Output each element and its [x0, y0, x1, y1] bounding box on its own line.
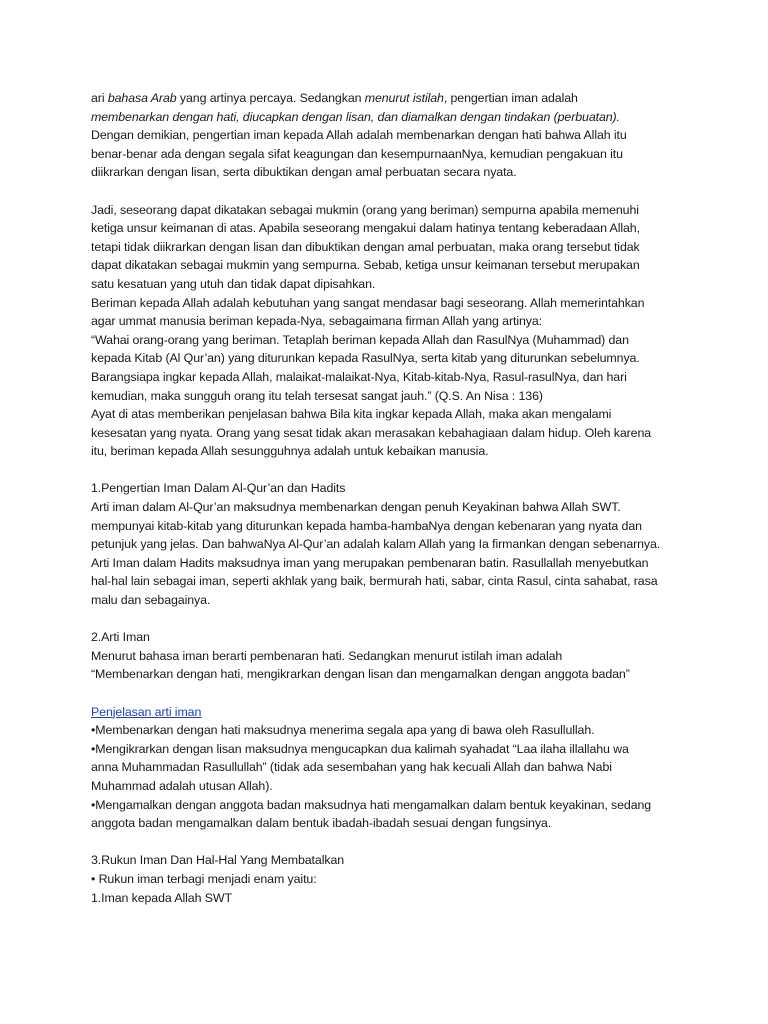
section-heading: 2.Arti Iman [91, 630, 150, 645]
bullet-line: anggota badan mengamalkan dalam bentuk ibadah-ibadah sesuai dengan fungsinya. [91, 816, 552, 831]
body-line: mempunyai kitab-kitab yang diturunkan kepada hamba-hambaNya dengan kebenaran yang nyata dan [91, 518, 642, 533]
bullet-line: •Membenarkan dengan hati maksudnya menerima segala apa yang di bawa oleh Rasullullah. [91, 723, 595, 738]
text-run: , pengertian iman adalah [443, 91, 578, 105]
bullet-line: Muhammad adalah utusan Allah). [91, 778, 273, 793]
body-line: Beriman kepada Allah adalah kebutuhan yang sangat mendasar bagi seseorang. Allah memerintahkan [91, 295, 645, 310]
intro-line: diikrarkan dengan lisan, serta dibuktikan dengan amal perbuatan secara nyata. [91, 165, 517, 180]
body-line: ketiga unsur keimanan di atas. Apabila seseorang mengakui dalam hatinya tentang keberadaan Allah, [91, 221, 640, 236]
text-run: yang artinya percaya. Sedangkan [176, 91, 365, 105]
intro-line-1 [91, 89, 708, 108]
body-line: Arti iman dalam Al-Qur’an maksudnya membenarkan dengan penuh Keyakinan bahwa Allah SWT. [91, 500, 621, 515]
quote-line: kepada Kitab (Al Qur’an) yang diturunkan kepada RasulNya, serta kitab yang diturunkan sebelumnya. [91, 351, 640, 366]
paragraph-gap [91, 684, 708, 703]
paragraph-gap [91, 461, 708, 480]
italic-run: menurut istilah [364, 91, 444, 105]
body-line: malu dan sebagainya. [91, 593, 211, 608]
body-line: tetapi tidak diikrarkan dengan lisan dan dibuktikan dengan amal perbuatan, maka orang tersebut tidak [91, 239, 640, 254]
body-line: satu kesatuan yang utuh dan tidak dapat dipisahkan. [91, 276, 376, 291]
quote-line: Barangsiapa ingkar kepada Allah, malaikat-malaikat-Nya, Kitab-kitab-Nya, Rasul-rasulNya, dan hari [91, 369, 627, 384]
body-line: Menurut bahasa iman berarti pembenaran hati. Sedangkan menurut istilah iman adalah [91, 648, 563, 663]
body-line: dapat dikatakan sebagai mukmin yang sempurna. Sebab, ketiga unsur keimanan tersebut merupakan [91, 258, 640, 273]
text-run: ari [91, 91, 108, 105]
bullet-line: • Rukun iman terbagi menjadi enam yaitu: [91, 871, 317, 886]
body-line: Ayat di atas memberikan penjelasan bahwa Bila kita ingkar kepada Allah, maka akan mengalami [91, 407, 612, 422]
body-line: “Membenarkan dengan hati, mengikrarkan dengan lisan dan mengamalkan dengan anggota badan” [91, 667, 630, 682]
intro-line: benar-benar ada dengan segala sifat keagungan dan kesempurnaanNya, kemudian pengakuan itu [91, 146, 623, 161]
penjelasan-link[interactable]: Penjelasan arti iman [91, 704, 202, 719]
list-item: 1.Iman kepada Allah SWT [91, 890, 232, 905]
paragraph-gap [91, 610, 708, 629]
intro-line: Dengan demikian, pengertian iman kepada Allah adalah membenarkan dengan hati bahwa Allah itu [91, 128, 627, 143]
section-heading: 3.Rukun Iman Dan Hal-Hal Yang Membatalkan [91, 853, 345, 868]
bullet-line: •Mengikrarkan dengan lisan maksudnya mengucapkan dua kalimah syahadat “Laa ilaha illallahu wa [91, 741, 629, 756]
body-line: Arti Iman dalam Hadits maksudnya iman yang merupakan pembenaran batin. Rasullallah menyebutkan [91, 555, 649, 570]
intro-line-2: membenarkan dengan hati, diucapkan dengan lisan, dan diamalkan dengan tindakan (perbuatan). [91, 109, 620, 124]
body-line: itu, beriman kepada Allah sesungguhnya adalah untuk kebaikan manusia. [91, 444, 489, 459]
section-heading: 1.Pengertian Iman Dalam Al-Qur’an dan Hadits [91, 481, 346, 496]
quote-line: kemudian, maka sungguh orang itu telah tersesat sangat jauh.” (Q.S. An Nisa : 136) [91, 388, 543, 403]
quote-line: “Wahai orang-orang yang beriman. Tetaplah beriman kepada Allah dan RasulNya (Muhammad) dan [91, 332, 629, 347]
bullet-line: anna Muhammadan Rasullullah” (tidak ada sesembahan yang hak kecuali Allah dan bahwa Nabi [91, 760, 612, 775]
body-line: kesesatan yang nyata. Orang yang sesat tidak akan merasakan kebahagiaan dalam hidup. Oleh karena [91, 425, 652, 440]
body-line: agar ummat manusia beriman kepada-Nya, sebagaimana firman Allah yang artinya: [91, 314, 542, 329]
paragraph-gap [91, 182, 708, 201]
italic-run: bahasa Arab [107, 91, 177, 105]
body-line: hal-hal lain sebagai iman, seperti akhlak yang baik, bermurah hati, sabar, cinta Rasul, cinta sahabat, rasa [91, 574, 658, 589]
bullet-line: •Mengamalkan dengan anggota badan maksudnya hati mengamalkan dalam bentuk keyakinan, sedang [91, 797, 652, 812]
body-line: petunjuk yang jelas. Dan bahwaNya Al-Qur’an adalah kalam Allah yang Ia firmankan dengan sebenarnya. [91, 537, 661, 552]
paragraph-gap [91, 833, 708, 852]
body-line: Jadi, seseorang dapat dikatakan sebagai mukmin (orang yang beriman) sempurna apabila memenuhi [91, 202, 639, 217]
